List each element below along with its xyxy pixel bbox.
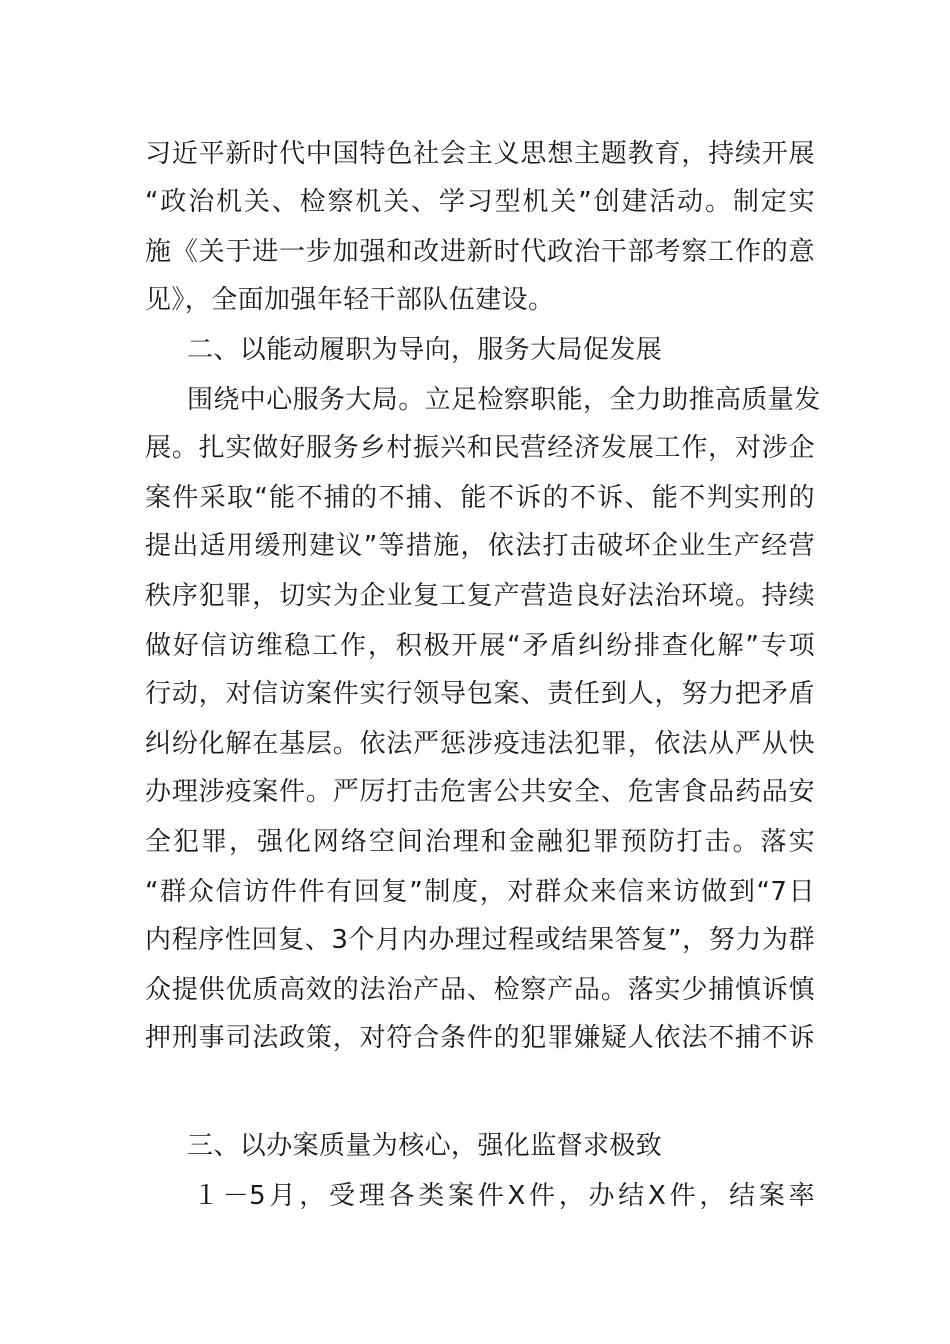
text-line-21: １－5月，受理各类案件X件，办结X件，结案率 bbox=[193, 1181, 815, 1211]
text-line-12: 行动，对信访案件实行领导包案、责任到人，努力把矛盾 bbox=[145, 679, 815, 709]
text-line-19: 押刑事司法政策，对符合条件的犯罪嫌疑人依法不捕不诉 bbox=[145, 1023, 815, 1053]
section-heading-2: 二、以能动履职为导向，服务大局促发展 bbox=[187, 335, 663, 365]
text-line-10: 秩序犯罪，切实为企业复工复产营造良好法治环境。持续 bbox=[145, 581, 815, 611]
text-line-13: 纠纷化解在基层。依法严惩涉疫违法犯罪，依法从严从快 bbox=[145, 729, 815, 759]
text-line-17: 内程序性回复、3个月内办理过程或结果答复”，努力为群 bbox=[145, 925, 815, 955]
text-line-16: “群众信访件件有回复”制度，对群众来信来访做到“7日 bbox=[145, 877, 815, 907]
section-heading-3: 三、以办案质量为核心，强化监督求极致 bbox=[187, 1131, 663, 1161]
text-line-1: 习近平新时代中国特色社会主义思想主题教育，持续开展 bbox=[145, 139, 815, 169]
text-line-4: 见》，全面加强年轻干部队伍建设。 bbox=[145, 285, 555, 315]
text-line-6: 围绕中心服务大局。立足检察职能，全力助推高质量发 bbox=[187, 385, 821, 415]
text-line-18: 众提供优质高效的法治产品、检察产品。落实少捕慎诉慎 bbox=[145, 975, 815, 1005]
text-line-14: 办理涉疫案件。严厉打击危害公共安全、危害食品药品安 bbox=[145, 777, 815, 807]
text-line-2: “政治机关、检察机关、学习型机关”创建活动。制定实 bbox=[145, 187, 815, 217]
text-line-3: 施《关于进一步加强和改进新时代政治干部考察工作的意 bbox=[145, 237, 815, 267]
text-line-9: 提出适用缓刑建议”等措施，依法打击破坏企业生产经营 bbox=[145, 531, 815, 561]
text-line-7: 展。扎实做好服务乡村振兴和民营经济发展工作，对涉企 bbox=[145, 433, 815, 463]
text-line-11: 做好信访维稳工作，积极开展“矛盾纠纷排查化解”专项 bbox=[145, 631, 815, 661]
text-line-15: 全犯罪，强化网络空间治理和金融犯罪预防打击。落实 bbox=[145, 827, 815, 857]
text-line-8: 案件采取“能不捕的不捕、能不诉的不诉、能不判实刑的 bbox=[145, 483, 815, 513]
